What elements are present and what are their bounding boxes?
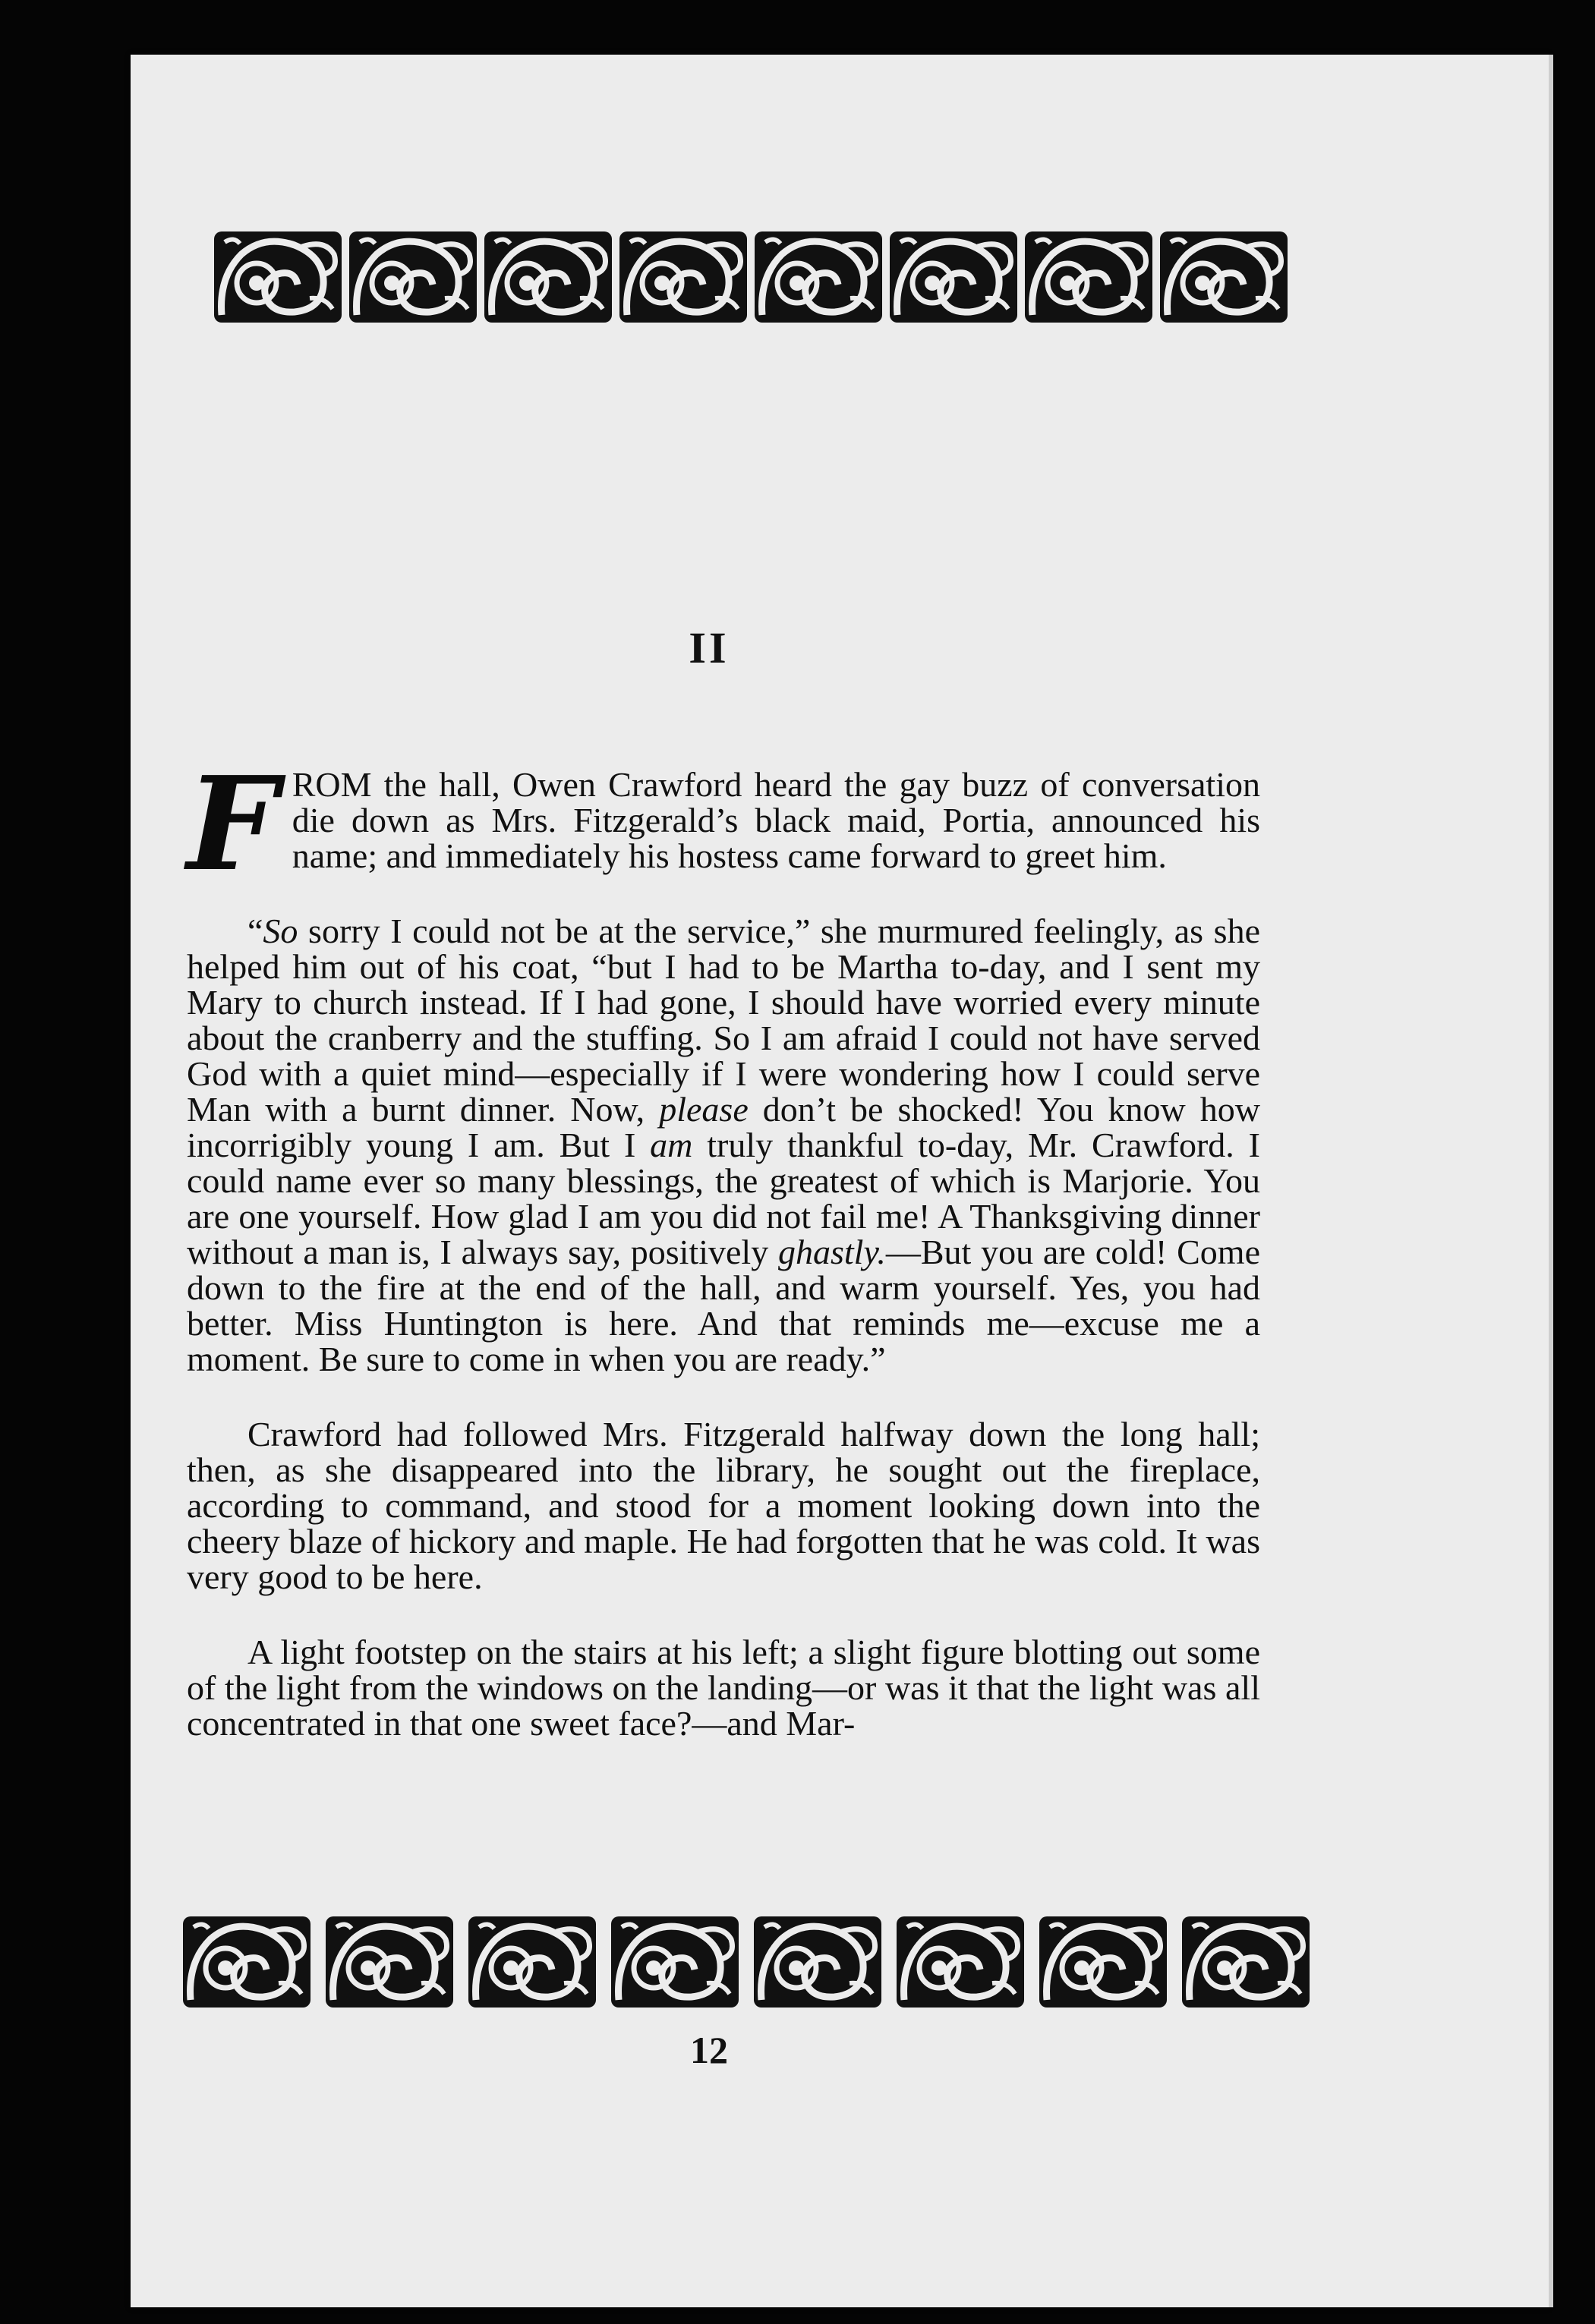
scroll-ornament-icon [484, 231, 612, 323]
scroll-ornament-icon [1039, 1916, 1167, 2008]
scroll-ornament-icon [755, 231, 882, 323]
italic-segment: please [659, 1090, 749, 1129]
italic-segment: So [263, 912, 298, 950]
scroll-ornament-icon [1025, 231, 1152, 323]
text-segment: truly thankful to-day, Mr. Crawford. I could name ever so many blessings, the greatest of which is Marjorie. You are one yourself. How glad I am you did not fail me! A Thanksgiving dinner without a man is, I always say, positively [187, 1126, 1260, 1271]
text-segment: —But you are cold! Come down to the fire at the end of the hall, and warm yourself. Yes, you had better. Miss Huntington is here. And that reminds me—excuse me a moment. Be sure to come in when you are ready.” [187, 1233, 1260, 1378]
chapter-body [187, 748, 1260, 1781]
paragraph-2 [187, 913, 1260, 1377]
scroll-ornament-icon [611, 1916, 739, 2008]
text-segment: “ [247, 912, 263, 950]
text-segment: sorry I could not be at the service,” she murmured feelingly, as she helped him out of his coat, “but I had to be Martha to-day, and I sent my Mary to church instead. If I had gone, I should have worried every minute about the cranberry and the stuffing. So I am afraid I could not have served God with a quiet mind—especially if I were wondering how I could serve Man with a burnt dinner. Now, [187, 912, 1260, 1129]
drop-cap: F [187, 748, 279, 900]
italic-segment: am [650, 1126, 693, 1164]
scroll-ornament-icon [183, 1916, 310, 2008]
paragraph-4: A light footstep on the stairs at his left; a slight figure blotting out some of the light from the windows on the landing—or was it that the light was all concentrated in that one sweet face?—and Mar- [187, 1633, 1260, 1743]
scroll-ornament-icon [1182, 1916, 1310, 2008]
scroll-ornament-icon [619, 231, 747, 323]
paragraph-3: Crawford had followed Mrs. Fitzgerald halfway down the long hall; then, as she disappeared into the library, he sought out the fireplace, according to command, and stood for a moment looking down into the cheery blaze of hickory and maple. He had forgotten that he was cold. It was very good to be here. [187, 1415, 1260, 1596]
paragraph-1-text: ROM the hall, Owen Crawford heard the gay buzz of conversation die down as Mrs. Fitzgerald’s black maid, Portia, announced his name; and immediately his hostess came forward to greet him. [292, 765, 1260, 875]
scroll-ornament-icon [468, 1916, 596, 2008]
ornament-row-top [211, 224, 1289, 330]
scroll-ornament-icon [349, 231, 477, 323]
ornament-row-bottom [180, 1909, 1326, 2015]
scroll-ornament-icon [326, 1916, 453, 2008]
ornamental-border-top [211, 224, 1289, 330]
scroll-ornament-icon [1160, 231, 1288, 323]
paragraph-1 [187, 748, 1260, 900]
text-segment: don’t be shocked! You know how incorrigibly young I am. But I [187, 1090, 1260, 1164]
chapter-heading: II [689, 623, 730, 672]
scroll-ornament-icon [890, 231, 1017, 323]
ornamental-border-bottom [180, 1909, 1326, 2015]
italic-segment: ghastly. [777, 1233, 886, 1271]
scroll-ornament-icon [897, 1916, 1024, 2008]
page-number: 12 [690, 2029, 728, 2071]
scroll-ornament-icon [214, 231, 342, 323]
scroll-ornament-icon [754, 1916, 881, 2008]
page-edge [1549, 55, 1553, 2307]
